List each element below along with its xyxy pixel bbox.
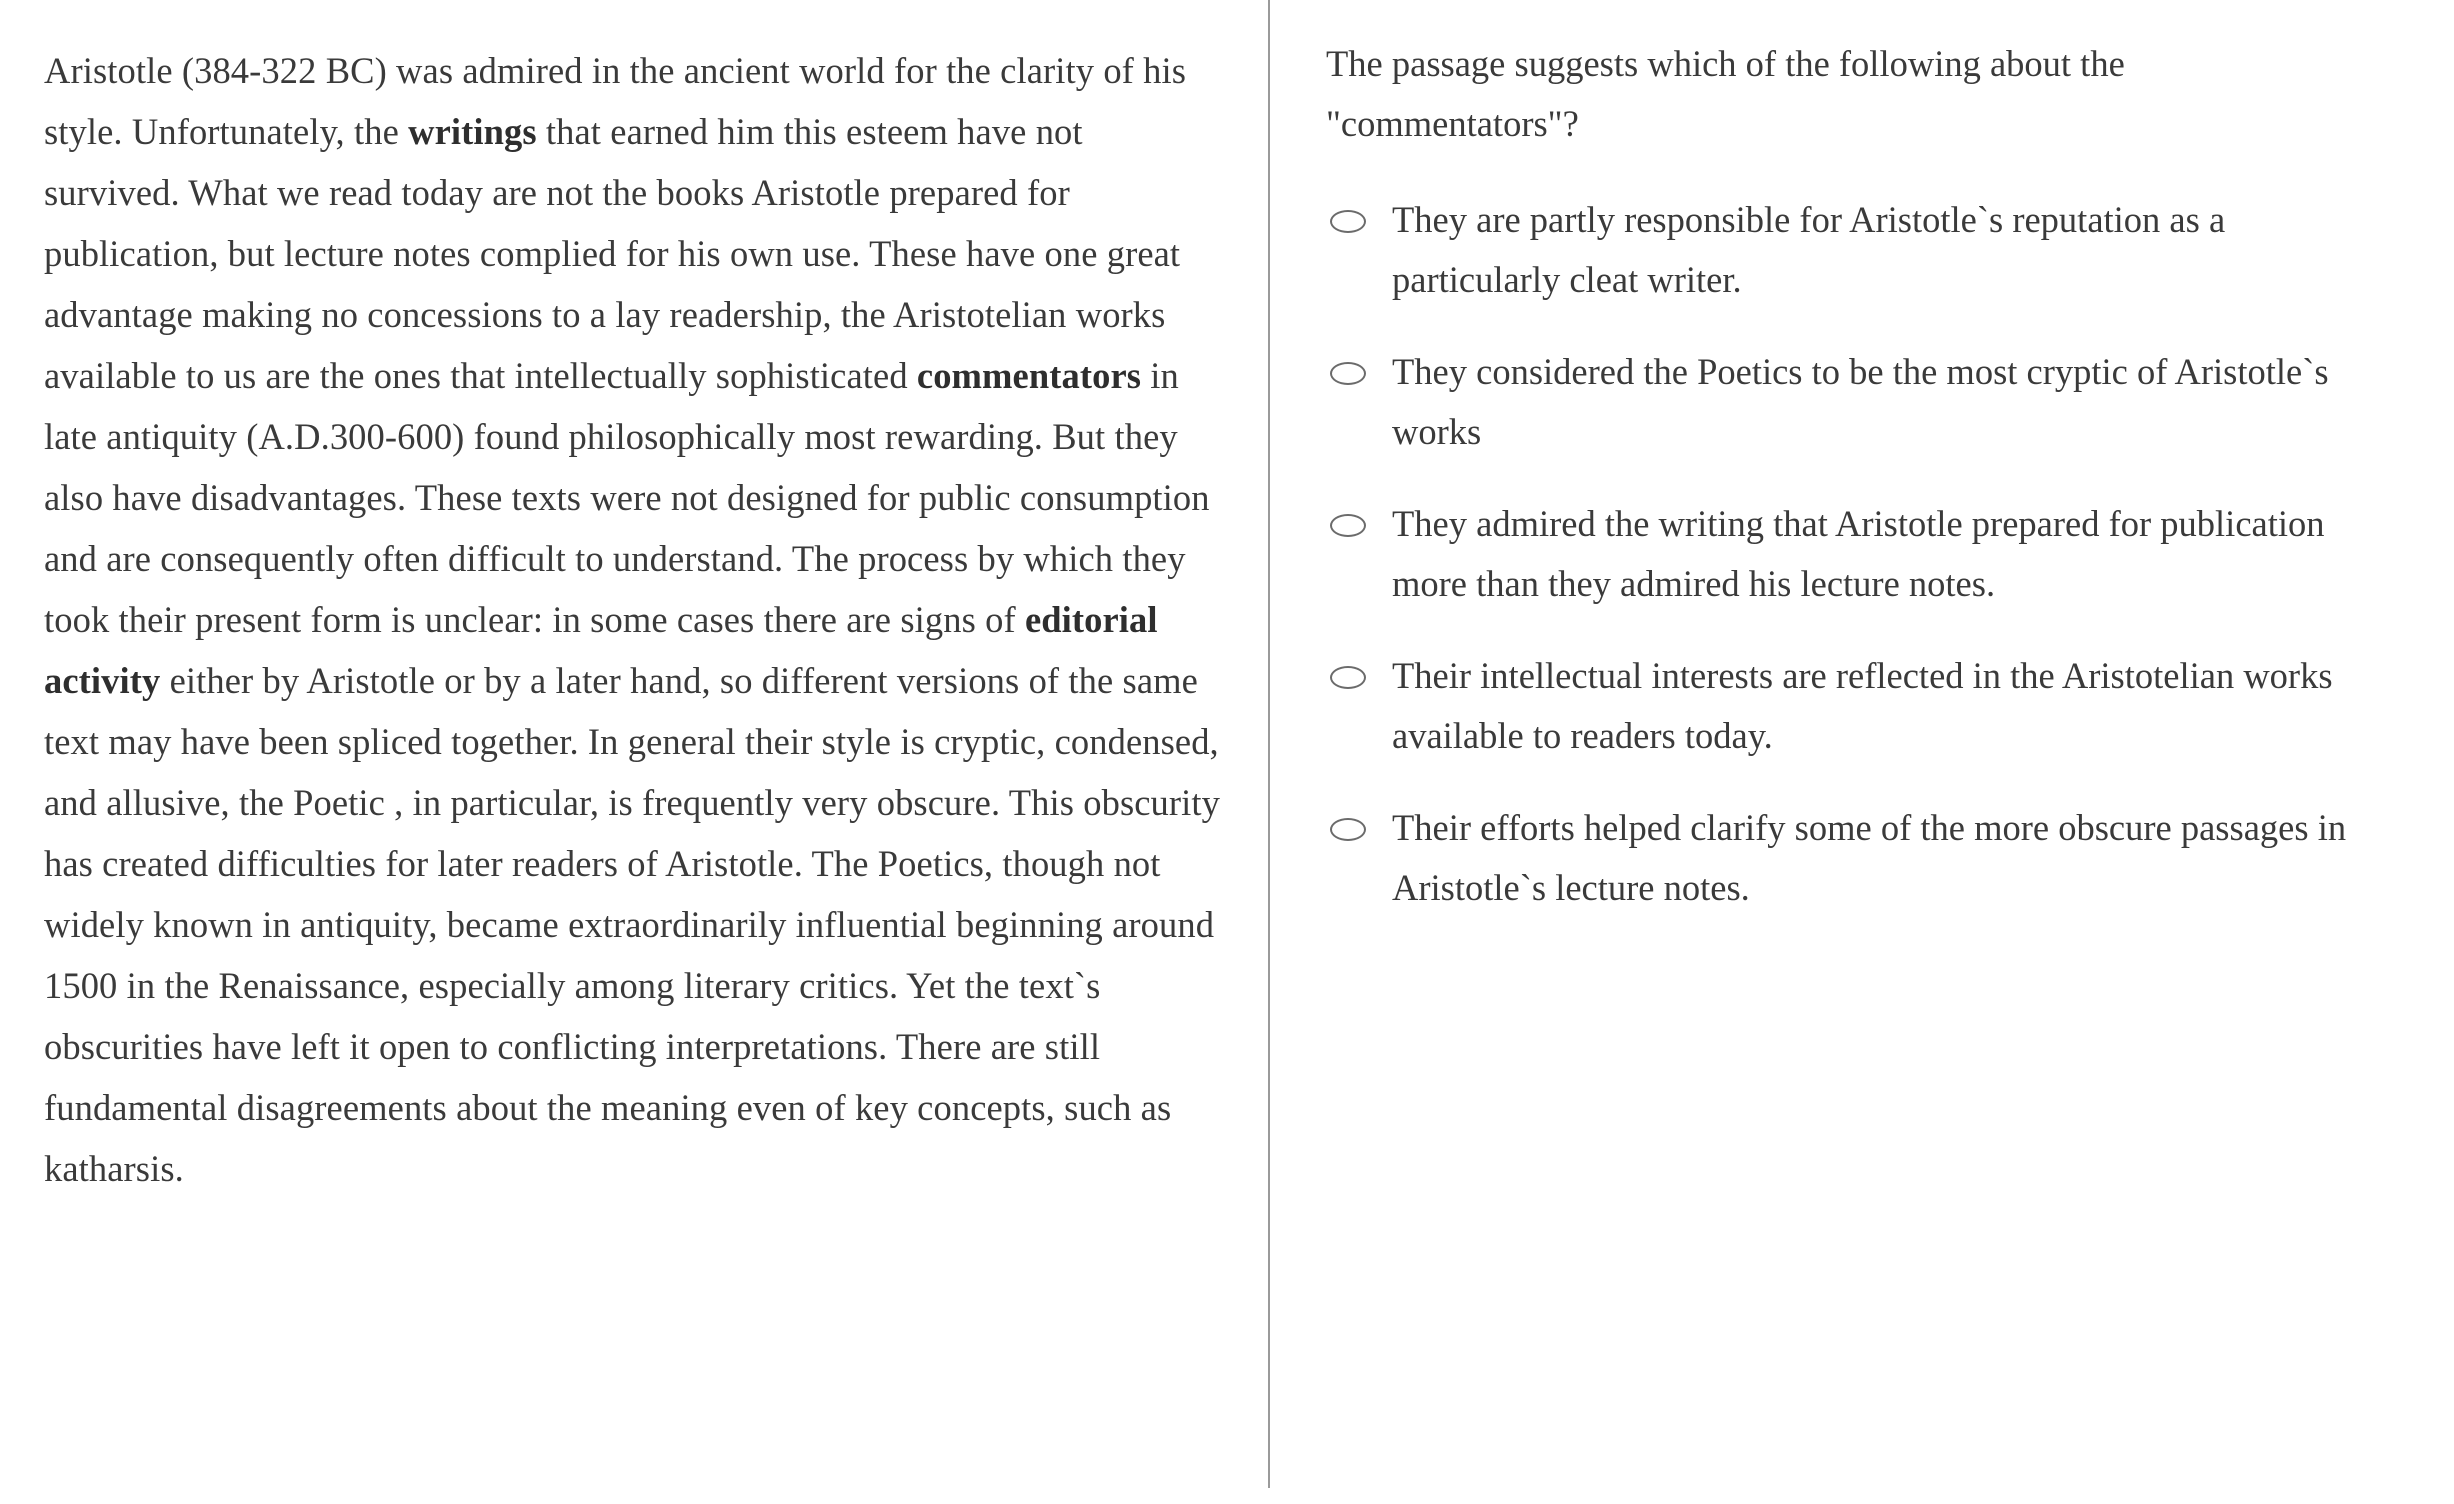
- passage-segment: that earned him this esteem have not survived. What we read today are not the books Aristotle prepared for publication, but lecture notes complied for his own use. These have one great advantage making no concessions to a lay readership, the Aristotelian works available to us are the ones that intellectually sophisticated: [44, 111, 1181, 396]
- passage-emphasis: writings: [408, 111, 537, 152]
- answer-option[interactable]: [1326, 798, 2394, 918]
- radio-button-icon[interactable]: [1330, 514, 1366, 537]
- answer-option-label: Their intellectual interests are reflected in the Aristotelian works available to readers today.: [1392, 655, 2333, 756]
- answer-option-label: They are partly responsible for Aristotle`s reputation as a particularly cleat writer.: [1392, 199, 2226, 300]
- answer-option-label: Their efforts helped clarify some of the more obscure passages in Aristotle`s lecture notes.: [1392, 807, 2347, 908]
- answer-option-label: They admired the writing that Aristotle prepared for publication more than they admired his lecture notes.: [1392, 503, 2325, 604]
- answer-options-list: [1326, 190, 2394, 918]
- question-stem: The passage suggests which of the following about the "commentators"?: [1326, 43, 2125, 144]
- radio-button-icon[interactable]: [1330, 210, 1366, 233]
- radio-button-icon[interactable]: [1330, 666, 1366, 689]
- answer-option-label: They considered the Poetics to be the most cryptic of Aristotle`s works: [1392, 351, 2329, 452]
- answer-option[interactable]: [1326, 190, 2394, 310]
- passage-emphasis: editorial activity: [44, 599, 1158, 701]
- passage-body: [44, 40, 1224, 1199]
- radio-button-icon[interactable]: [1330, 362, 1366, 385]
- passage-segment: in late antiquity (A.D.300-600) found philosophically most rewarding. But they also have disadvantages. These texts were not designed for public consumption and are consequently often difficult to understand. The process by which they took their present form is unclear: in some cases there are signs of: [44, 355, 1210, 640]
- answer-option[interactable]: [1326, 342, 2394, 462]
- passage-segment: either by Aristotle or by a later hand, so different versions of the same text may have been spliced together. In general their style is cryptic, condensed, and allusive, the Poetic , in particular, is frequently very obscure. This obscurity has created difficulties for later readers of Aristotle. The Poetics, though not widely known in antiquity, became extraordinarily influential beginning around 1500 in the Renaissance, especially among literary critics. Yet the text`s obscurities have left it open to conflicting interpretations. There are still fundamental disagreements about the meaning even of key concepts, such as katharsis.: [44, 660, 1220, 1189]
- answer-option[interactable]: [1326, 646, 2394, 766]
- passage-segment: Aristotle (384-322 BC) was admired in the ancient world for the clarity of his style. Unfortunately, the: [44, 50, 1187, 152]
- passage-emphasis: commentators: [916, 355, 1142, 396]
- radio-button-icon[interactable]: [1330, 818, 1366, 841]
- question-pane: [1270, 0, 2454, 1504]
- answer-option[interactable]: [1326, 494, 2394, 614]
